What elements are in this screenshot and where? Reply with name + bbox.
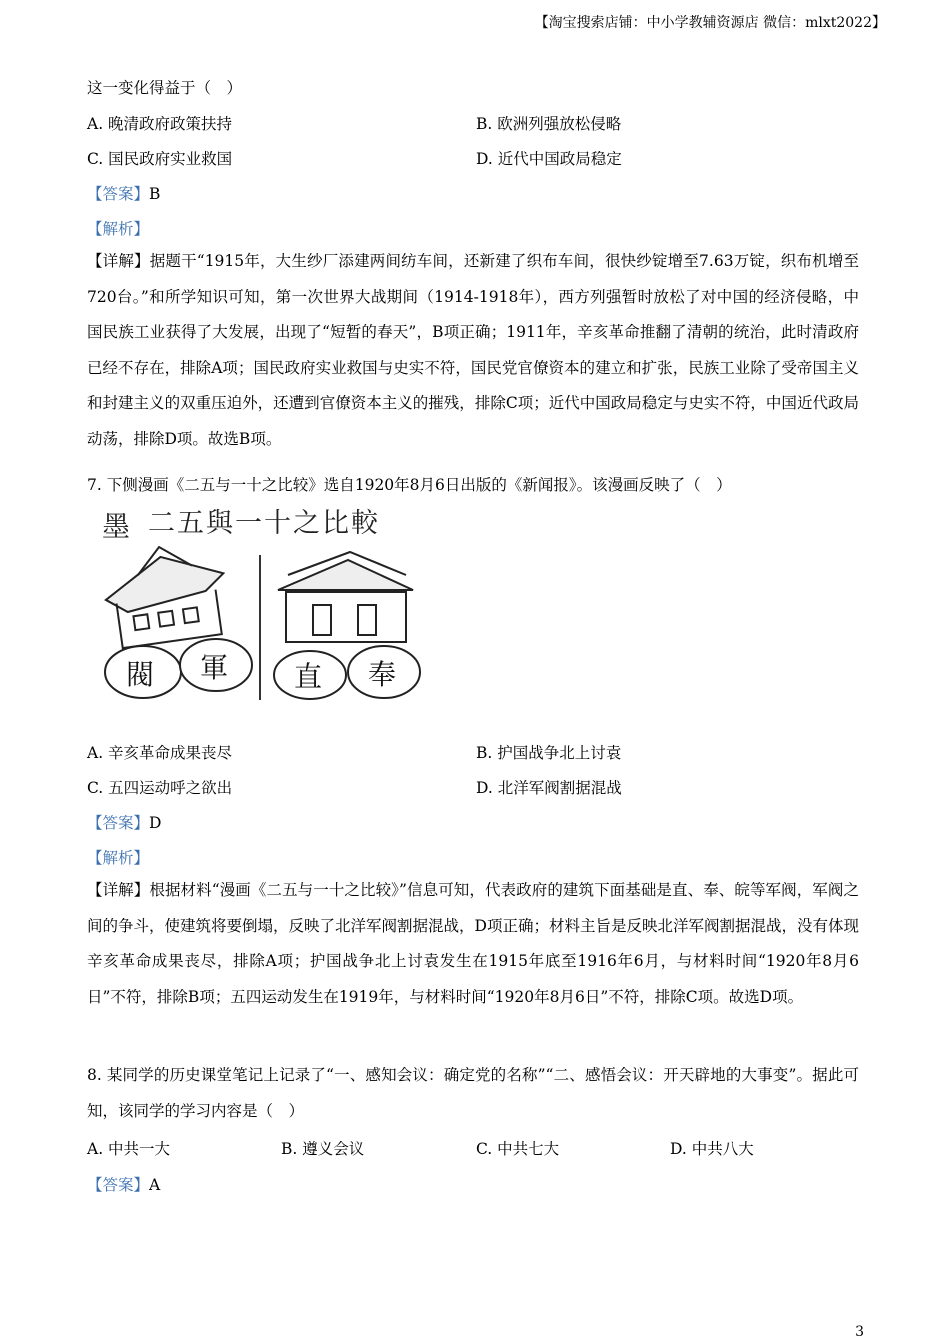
q7-stem: 7. 下侧漫画《二五与一十之比较》选自1920年8月6日出版的《新闻报》。该漫画反映了（ ） [87, 476, 732, 494]
detail-text: 据题干“1915年，大生纱厂添建两间纺车间，还新建了织布车间，很快纱锭增至7.63万锭，织布机增至720台。”和所学知识可知，第一次世界大战期间（1914-1918年），西方列强暂时放松了对中国的经济侵略，中国民族工业获得了大发展，出现了“短暂的春天”，B项正确；1911年，辛亥革命推翻了清朝的统治，此时清政府已经不存在，排除A项；国民政府实业救国与史实不符，国民党官僚资本的建立和扩张，民族工业除了受帝国主义和封建主义的双重压迫外，还遭到官僚资本主义的摧残，排除C项；近代中国政局稳定与史实不符，中国近代政局动荡，排除D项。故选B项。 [87, 252, 859, 448]
q8-option-b: B. 遵义会议 [281, 1140, 365, 1158]
q6-option-c: C. 国民政府实业救国 [87, 150, 233, 168]
q6-stem-tail: 这一变化得益于（ ） [87, 79, 243, 97]
q7-analysis-label: 【解析】 [87, 849, 150, 867]
cartoon-char-4: 奉 [368, 658, 397, 691]
answer-label: 【答案】 [87, 1176, 150, 1194]
q7-detail [87, 873, 859, 1015]
q8-option-d: D. 中共八大 [670, 1140, 754, 1158]
page-header: 【淘宝搜索店铺：中小学教辅资源店 微信：mlxt2022】 [534, 15, 886, 31]
q6-option-d: D. 近代中国政局稳定 [476, 150, 622, 168]
answer-value: A [149, 1176, 161, 1194]
detail-text: 根据材料“漫画《二五与一十之比较》”信息可知，代表政府的建筑下面基础是直、奉、皖等军阀，军阀之间的争斗，使建筑将要倒塌，反映了北洋军阀割据混战，D项正确；材料主旨是反映北洋军阀割据混战，没有体现辛亥革命成果丧尽，排除A项；护国战争北上讨袁发生在1915年底至1916年6月，与材料时间“1920年8月6日”不符，排除B项；五四运动发生在1919年，与材料时间“1920年8月6日”不符，排除C项。故选D项。 [87, 881, 859, 1006]
cartoon-char-1: 閥 [126, 658, 155, 691]
q7-option-d: D. 北洋军阀割据混战 [476, 779, 622, 797]
answer-label: 【答案】 [87, 185, 150, 203]
answer-value: B [149, 185, 161, 203]
detail-label: 【详解】 [87, 252, 150, 270]
q6-option-b: B. 欧洲列强放松侵略 [476, 115, 622, 133]
q7-option-b: B. 护国战争北上讨袁 [476, 744, 622, 762]
q8-answer [87, 1173, 160, 1195]
q6-detail [87, 244, 859, 457]
cartoon-signature: 墨 [102, 510, 131, 543]
q8-option-c: C. 中共七大 [476, 1140, 560, 1158]
q7-option-a: A. 辛亥革命成果丧尽 [87, 744, 233, 762]
q6-analysis-label: 【解析】 [87, 220, 150, 238]
detail-label: 【详解】 [87, 881, 150, 899]
cartoon-char-2: 軍 [200, 651, 229, 684]
answer-label: 【答案】 [87, 814, 150, 832]
cartoon-image [88, 500, 428, 710]
page-number: 3 [855, 1324, 864, 1340]
q6-option-a: A. 晚清政府政策扶持 [87, 115, 233, 133]
answer-value: D [149, 814, 162, 832]
q7-option-c: C. 五四运动呼之欲出 [87, 779, 233, 797]
cartoon-char-3: 直 [294, 660, 323, 693]
q8-option-a: A. 中共一大 [87, 1140, 171, 1158]
cartoon-title: 二五與一十之比較 [148, 508, 380, 539]
q7-answer [87, 811, 161, 833]
q6-answer [87, 182, 160, 204]
q8-stem: 8. 某同学的历史课堂笔记上记录了“一、感知会议：确定党的名称”“二、感悟会议：开天辟地的大事变”。据此可知，该同学的学习内容是（ ） [87, 1066, 859, 1120]
